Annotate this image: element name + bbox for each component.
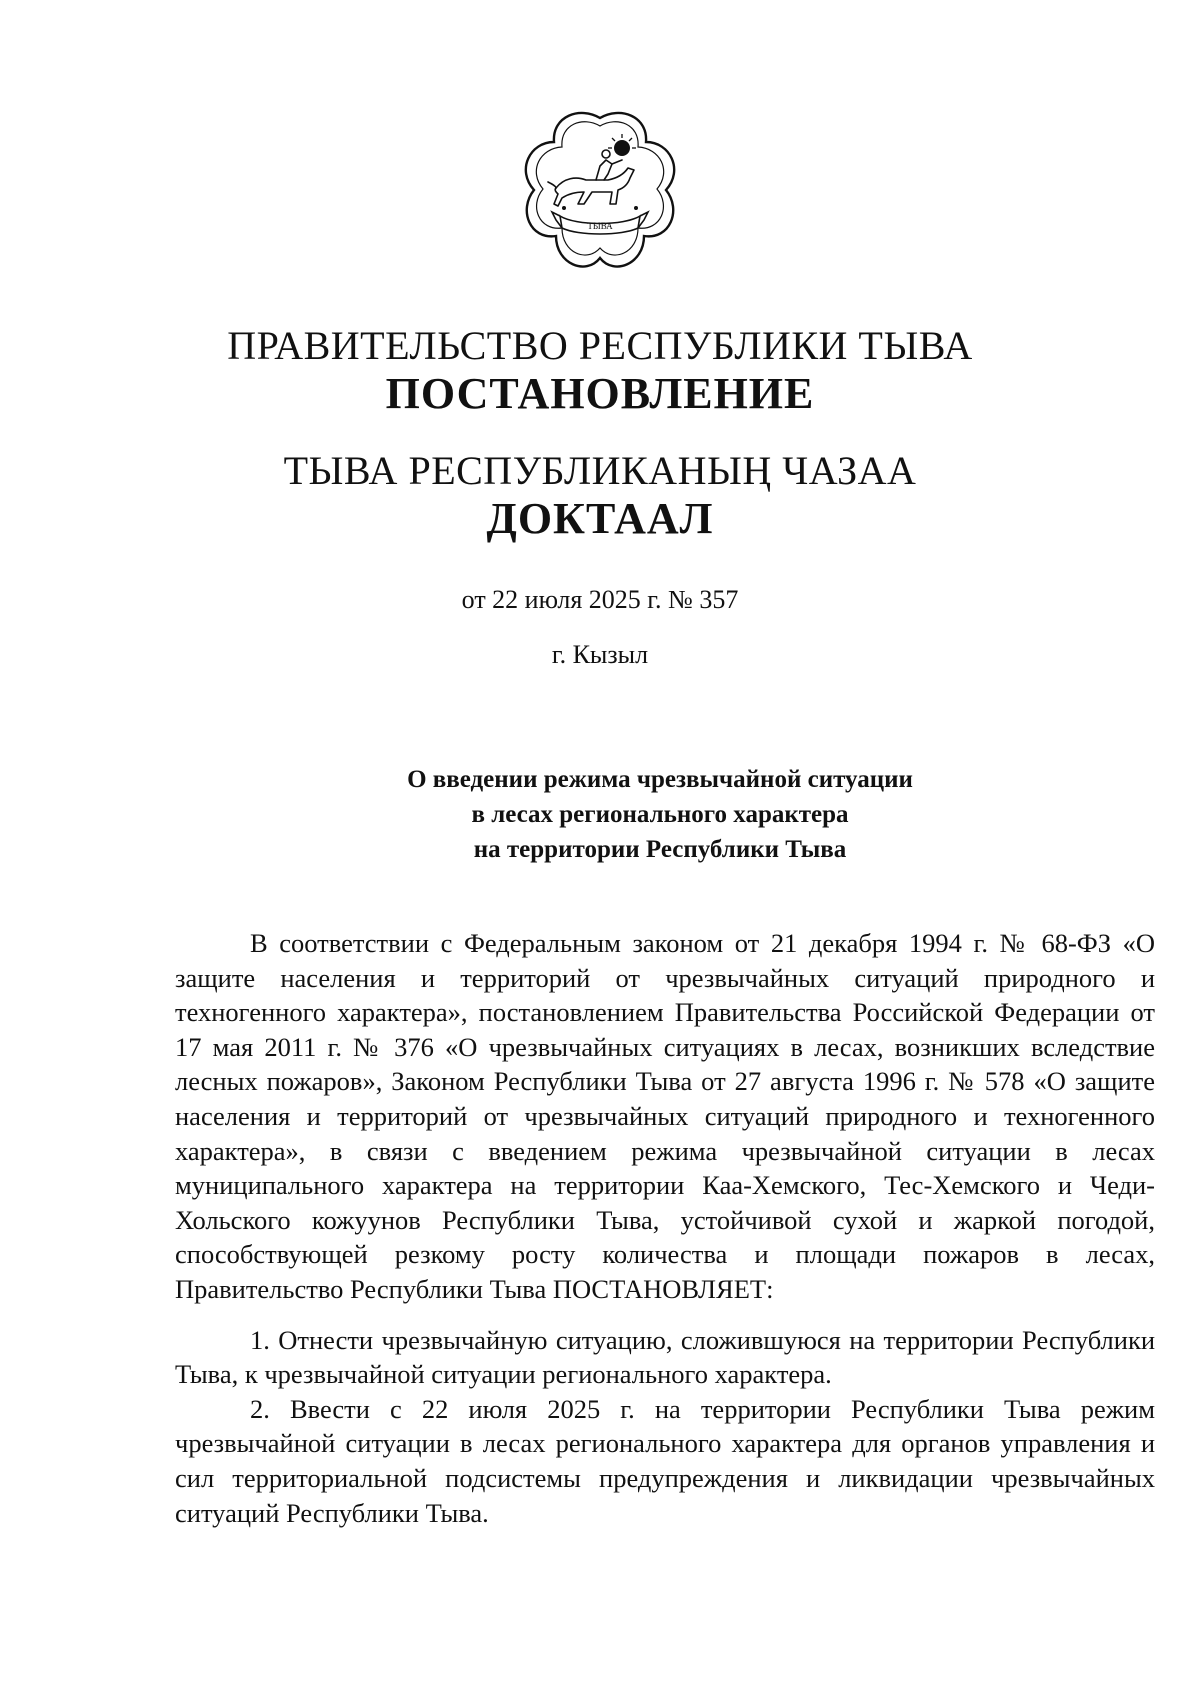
document-title: [340, 762, 980, 867]
clause-paragraph: 2. Ввести с 22 июля 2025 г. на территории Республики Тыва режим чрезвычайной ситуации в лесах регионального характера для органов управления и сил территориальной подсистемы предупреждения и ликвидации чрезвычайных ситуаций Республики Тыва.: [175, 1393, 1155, 1528]
title-line: в лесах регионального характера: [471, 801, 849, 828]
title-line: О введении режима чрезвычайной ситуации: [407, 766, 913, 793]
document-type-ru: ПОСТАНОВЛЕНИЕ: [385, 369, 815, 418]
government-name-ru: ПРАВИТЕЛЬСТВО РЕСПУБЛИКИ ТЫВА: [227, 323, 973, 368]
coat-of-arms-tyva-icon: [520, 108, 680, 278]
document-date-number: от 22 июля 2025 г. № 357: [461, 585, 739, 614]
emblem-inscription: ТЫВА: [587, 221, 613, 231]
government-name-tyv: ТЫВА РЕСПУБЛИКАНЫҢ ЧАЗАА: [283, 448, 917, 493]
clause-paragraph: 1. Отнести чрезвычайную ситуацию, сложившуюся на территории Республики Тыва, к чрезвычайной ситуации регионального характера.: [175, 1324, 1155, 1390]
title-line: на территории Республики Тыва: [473, 836, 847, 863]
document-body: [175, 926, 1155, 1530]
document-type-tyv: ДОКТААЛ: [486, 494, 714, 543]
preamble-paragraph: В соответствии с Федеральным законом от 21 декабря 1994 г. № 68-ФЗ «О защите населения и территорий от чрезвычайных ситуаций природного и техногенного характера», постановлением Правительства Российской Федерации от 17 мая 2011 г. № 376 «О чрезвычайных ситуациях в лесах, возникших вследствие лесных пожаров», Законом Республики Тыва от 27 августа 1996 г. № 578 «О защите населения и территорий от чрезвычайных ситуаций природного и техногенного характера», в связи с введением режима чрезвычайной ситуации в лесах муниципального характера на территории Каа-Хемского, Тес-Хемского и Чеди-Хольского кожуунов Республики Тыва, устойчивой сухой и жаркой погодой, способствующей резкому росту количества и площади пожаров в лесах, Правительство Республики Тыва ПОСТАНОВЛЯЕТ:: [175, 928, 1155, 1304]
document-city: г. Кызыл: [551, 640, 649, 669]
